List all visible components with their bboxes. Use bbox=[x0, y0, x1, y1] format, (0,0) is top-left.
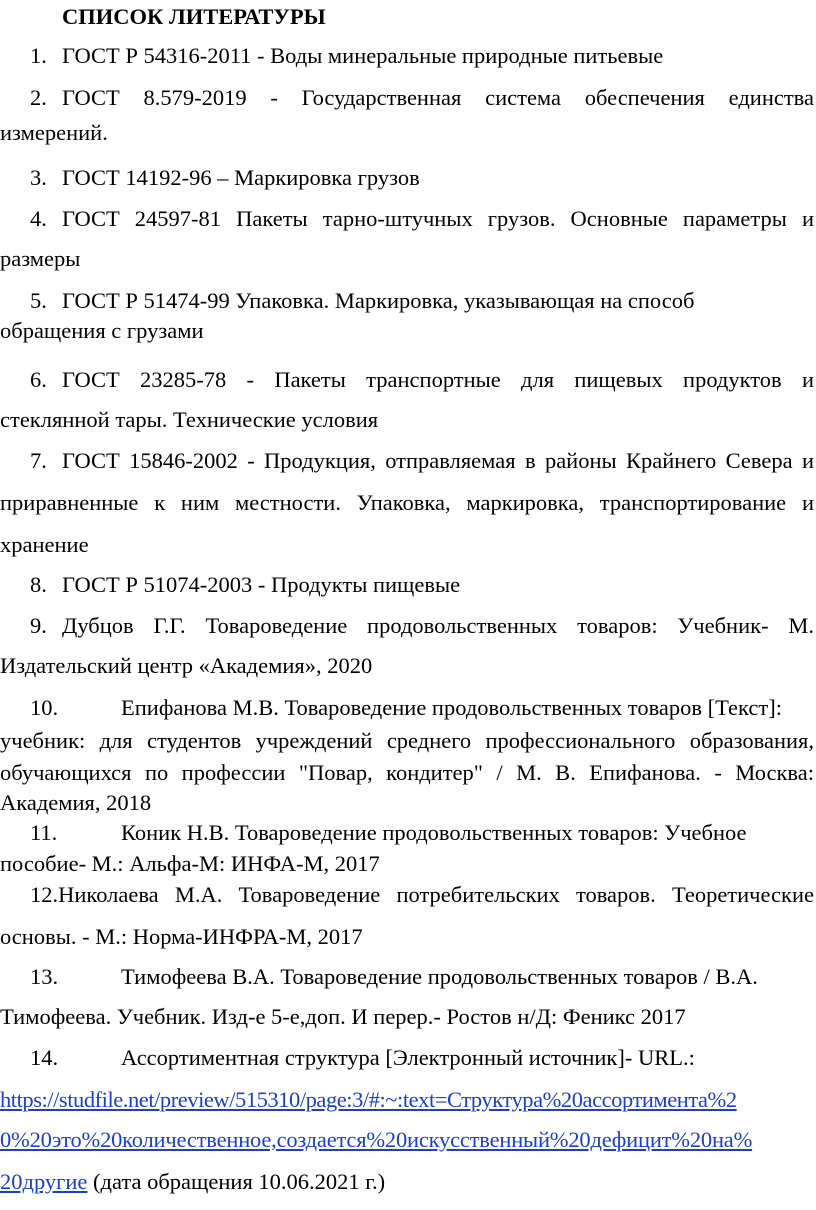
item-text: ГОСТ Р 51474-99 Упаковка. Маркировка, указывающая на способ bbox=[62, 288, 695, 313]
item-text-continuation: Академия, 2018 bbox=[0, 790, 152, 815]
reference-link-line bbox=[0, 1167, 816, 1197]
list-item bbox=[30, 880, 814, 910]
item-text: ГОСТ Р 54316-2011 - Воды минеральные природные питьевые bbox=[62, 43, 664, 68]
item-number: 6. bbox=[30, 367, 47, 392]
item-text: Тимофеева В.А. Товароведение продовольственных товаров / В.А. bbox=[121, 964, 758, 989]
access-date: (дата обращения 10.06.2021 г.) bbox=[87, 1169, 386, 1194]
item-text-continuation: Издательский центр «Академия», 2020 bbox=[0, 653, 373, 678]
list-item bbox=[30, 41, 790, 71]
item-number: 1. bbox=[30, 43, 47, 68]
item-text-continuation: измерений. bbox=[0, 120, 108, 145]
item-text-continuation: приравненные к ним местности. Упаковка, маркировка, транспортирование и bbox=[0, 490, 814, 515]
item-text: ГОСТ 23285-78 - Пакеты транспортные для пищевых продуктов и bbox=[62, 367, 814, 392]
item-number: 14. bbox=[30, 1045, 59, 1070]
item-text: Дубцов Г.Г. Товароведение продовольственных товаров: Учебник- М. bbox=[62, 613, 814, 638]
item-number: 3. bbox=[30, 165, 47, 190]
item-number: 10. bbox=[30, 695, 59, 720]
item-text-continuation: хранение bbox=[0, 532, 89, 557]
list-item bbox=[30, 83, 814, 113]
item-text-continuation: основы. - М.: Норма-ИНФРА-М, 2017 bbox=[0, 924, 363, 949]
item-text: ГОСТ 15846-2002 - Продукция, отправляемая в районы Крайнего Севера и bbox=[62, 448, 814, 473]
item-text: ГОСТ Р 51074-2003 - Продукты пищевые bbox=[62, 572, 461, 597]
item-text-continuation: Тимофеева. Учебник. Изд-е 5-е,доп. И перер.- Ростов н/Д: Феникс 2017 bbox=[0, 1004, 686, 1029]
item-text-continuation: обращения с грузами bbox=[0, 318, 204, 343]
item-number: 2. bbox=[30, 85, 47, 110]
reference-link-line[interactable] bbox=[0, 1085, 816, 1115]
reference-link[interactable]: 0%20это%20количественное,создается%20искусственный%20дефицит%20на% bbox=[0, 1127, 753, 1152]
item-text-continuation: пособие- М.: Альфа-М: ИНФА-М, 2017 bbox=[0, 851, 380, 876]
item-number: 5. bbox=[30, 288, 47, 313]
reference-link[interactable]: 20другие bbox=[0, 1169, 88, 1194]
item-text: ГОСТ 8.579-2019 - Государственная система обеспечения единства bbox=[62, 85, 814, 110]
item-text-continuation: стеклянной тары. Технические условия bbox=[0, 407, 379, 432]
list-item bbox=[30, 962, 814, 992]
item-number: 8. bbox=[30, 572, 47, 597]
item-text-continuation: размеры bbox=[0, 246, 81, 271]
list-item bbox=[30, 204, 814, 234]
list-item bbox=[30, 570, 790, 600]
list-item bbox=[30, 1043, 814, 1073]
list-item bbox=[30, 818, 814, 848]
reference-link[interactable]: https://studfile.net/preview/515310/page:3/#:~:text=Структура%20ассортимента%2 bbox=[0, 1087, 737, 1112]
list-item bbox=[30, 446, 814, 476]
item-text: Коник Н.В. Товароведение продовольственных товаров: Учебное bbox=[121, 820, 747, 845]
page-title: СПИСОК ЛИТЕРАТУРЫ bbox=[62, 4, 326, 29]
item-text: ГОСТ 24597-81 Пакеты тарно-штучных грузов. Основные параметры и bbox=[62, 206, 814, 231]
list-item bbox=[30, 693, 814, 723]
item-number: 4. bbox=[30, 206, 47, 231]
item-number: 11. bbox=[30, 820, 58, 845]
item-number: 9. bbox=[30, 613, 47, 638]
item-text: Епифанова М.В. Товароведение продовольственных товаров [Текст]: bbox=[121, 695, 782, 720]
list-item bbox=[30, 611, 814, 641]
item-text-continuation: обучающихся по профессии "Повар, кондитер" / М. В. Епифанова. - Москва: bbox=[0, 760, 814, 785]
item-number: 13. bbox=[30, 964, 59, 989]
item-text: Ассортиментная структура [Электронный источник]- URL.: bbox=[121, 1045, 695, 1070]
list-item bbox=[30, 163, 790, 193]
item-text-continuation: учебник: для студентов учреждений среднего профессионального образования, bbox=[0, 728, 814, 753]
item-number: 7. bbox=[30, 448, 47, 473]
list-item bbox=[30, 365, 814, 395]
list-item bbox=[30, 286, 790, 316]
reference-link-line[interactable] bbox=[0, 1125, 816, 1155]
item-text: Николаева М.А. Товароведение потребительских товаров. Теоретические bbox=[58, 882, 814, 907]
item-number: 12. bbox=[30, 882, 59, 907]
item-text: ГОСТ 14192-96 – Маркировка грузов bbox=[62, 165, 420, 190]
